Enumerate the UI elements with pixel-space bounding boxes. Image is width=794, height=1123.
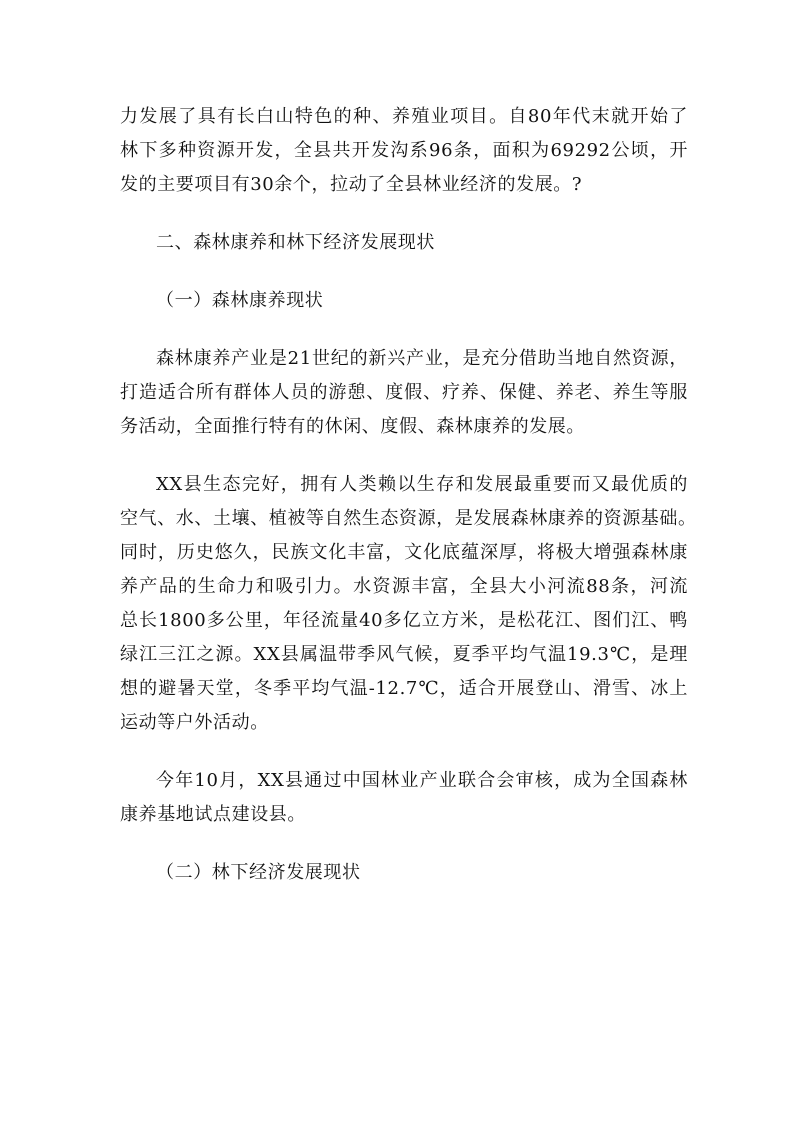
paragraph-line: 务活动，全面推行特有的休闲、度假、森林康养的发展。	[120, 416, 585, 437]
subsection-heading-1: （一）森林康养现状	[156, 290, 324, 311]
paragraph-line: 林下多种资源开发，全县共开发沟系96条，面积为69292公顷，开	[120, 140, 688, 161]
subsection-heading-2: （二）林下经济发展现状	[156, 862, 361, 883]
paragraph-line: 康养基地试点建设县。	[120, 804, 306, 825]
paragraph-line: 想的避暑天堂，冬季平均气温-12.7℃，适合开展登山、滑雪、冰上	[120, 678, 688, 699]
paragraph-line: 总长1800多公里，年径流量40多亿立方米，是松花江、图们江、鸭	[120, 610, 688, 631]
paragraph-gap	[120, 832, 688, 856]
paragraph-line: 运动等户外活动。	[120, 712, 269, 733]
paragraph-kangyang	[120, 342, 688, 444]
paragraph-line: 森林康养产业是21世纪的新兴产业，是充分借助当地自然资源，	[156, 348, 688, 369]
paragraph-gap	[120, 260, 688, 284]
paragraph-line: XX县生态完好，拥有人类赖以生存和发展最重要而又最优质的	[156, 474, 688, 495]
paragraph-gap	[120, 444, 688, 468]
document-body	[120, 100, 697, 890]
paragraph-line: 力发展了具有长白山特色的种、养殖业项目。自80年代末就开始了	[120, 106, 688, 127]
paragraph-gap	[120, 318, 688, 342]
paragraph-line: 绿江三江之源。XX县属温带季风气候，夏季平均气温19.3℃，是理	[120, 644, 688, 665]
paragraph-gap	[120, 740, 688, 764]
paragraph-line: 空气、水、土壤、植被等自然生态资源，是发展森林康养的资源基础。	[120, 508, 697, 529]
paragraph-pilot	[120, 764, 688, 832]
paragraph-line: 今年10月，XX县通过中国林业产业联合会审核，成为全国森林	[156, 770, 688, 791]
paragraph-line: 发的主要项目有30余个，拉动了全县林业经济的发展。?	[120, 174, 583, 195]
paragraph-line: 养产品的生命力和吸引力。水资源丰富，全县大小河流88条，河流	[120, 576, 688, 597]
paragraph-line: 同时，历史悠久，民族文化丰富，文化底蕴深厚，将极大增强森林康	[120, 542, 688, 563]
paragraph-gap	[120, 202, 688, 226]
section-heading: 二、森林康养和林下经济发展现状	[156, 232, 435, 253]
paragraph-intro	[120, 100, 688, 202]
paragraph-ecology	[120, 468, 697, 740]
paragraph-line: 打造适合所有群体人员的游憩、度假、疗养、保健、养老、养生等服	[120, 382, 688, 403]
